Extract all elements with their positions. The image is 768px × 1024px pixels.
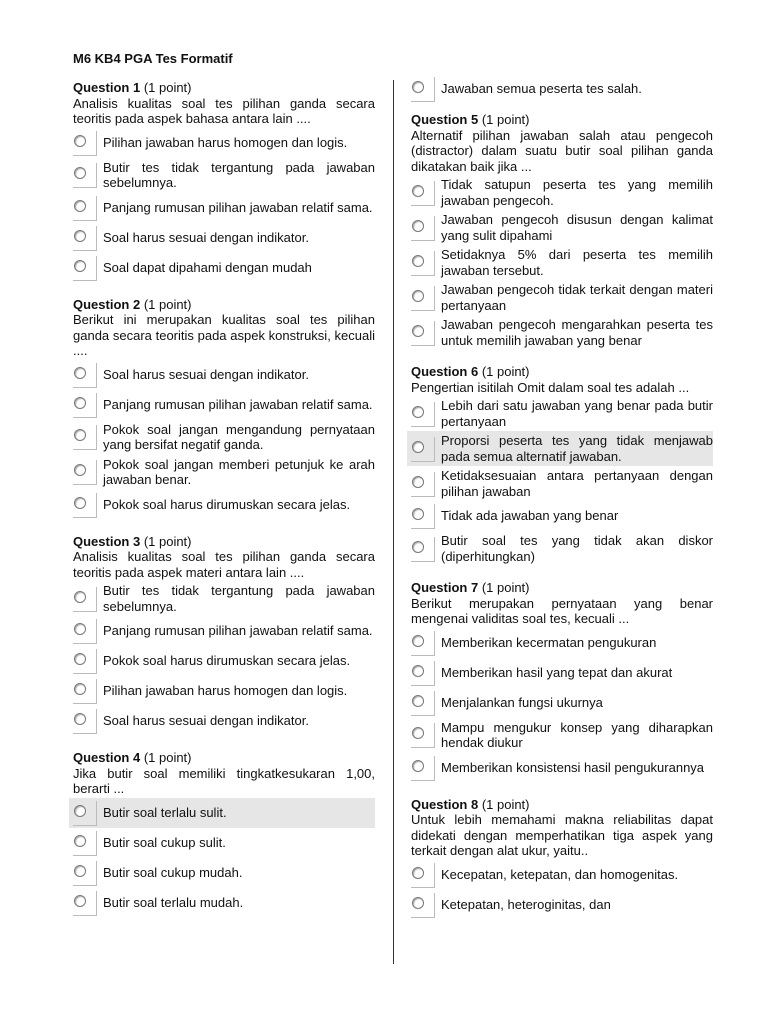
option-label: Jawaban semua peserta tes salah. (441, 81, 642, 97)
radio-border (96, 619, 97, 643)
answer-option[interactable] (409, 466, 713, 501)
question-block (73, 750, 375, 918)
radio-circle-icon (74, 397, 86, 409)
option-label: Butir soal cukup sulit. (103, 834, 226, 850)
radio-border (96, 131, 97, 155)
option-label: Pokok soal jangan mengandung pernyataan yang bersifat negatif ganda. (103, 421, 375, 452)
radio-border (434, 631, 435, 655)
question-points: (1 point) (481, 580, 530, 595)
radio-border (96, 649, 97, 673)
radio-circle-icon (74, 683, 86, 695)
radio-button[interactable] (71, 459, 99, 485)
radio-border (73, 387, 97, 388)
answer-option[interactable] (71, 646, 375, 676)
radio-border (434, 181, 435, 205)
radio-button[interactable] (71, 648, 99, 674)
radio-circle-icon (412, 695, 424, 707)
option-label: Butir tes tidak tergantung pada jawaban sebelumnya. (103, 583, 375, 614)
answer-option[interactable] (409, 753, 713, 783)
radio-button[interactable] (409, 76, 437, 102)
radio-button[interactable] (71, 392, 99, 418)
question-header (73, 297, 375, 313)
option-label: Jawaban pengecoh tidak terkait dengan materi pertanyaan (441, 282, 713, 313)
answer-option[interactable] (71, 360, 375, 390)
option-label: Mampu mengukur konsep yang diharapkan hendak diukur (441, 719, 713, 750)
radio-button[interactable] (71, 618, 99, 644)
option-label: Memberikan konsistensi hasil pengukurannya (441, 759, 705, 775)
option-label: Butir soal tes yang tidak akan diskor (diperhitungkan) (441, 533, 713, 564)
question-header (411, 364, 713, 380)
radio-border (434, 437, 435, 461)
answer-option[interactable] (409, 531, 713, 566)
radio-circle-icon (74, 653, 86, 665)
option-label: Setidaknya 5% dari peserta tes memilih jawaban tersebut. (441, 247, 713, 278)
option-label: Tidak ada jawaban yang benar (441, 508, 619, 524)
question-number: Question 2 (73, 296, 141, 312)
radio-button[interactable] (71, 830, 99, 856)
question-text: Analisis kualitas soal tes pilihan ganda secara teoritis pada aspek bahasa antara lain .... (73, 95, 375, 126)
radio-border (434, 537, 435, 561)
question-points: (1 point) (143, 296, 192, 312)
radio-circle-icon (412, 897, 424, 909)
option-label: Ketepatan, heteroginitas, dan (441, 896, 611, 912)
answer-option[interactable] (71, 158, 375, 193)
radio-border (73, 417, 97, 418)
radio-button[interactable] (71, 424, 99, 450)
question-header (411, 797, 713, 813)
radio-circle-icon (412, 406, 424, 418)
question-number: Question 6 (411, 364, 479, 379)
radio-border (96, 709, 97, 733)
radio-button[interactable] (409, 722, 437, 748)
question-block (73, 80, 375, 283)
radio-button[interactable] (409, 536, 437, 562)
radio-button[interactable] (409, 660, 437, 686)
option-label: Soal harus sesuai dengan indikator. (103, 366, 309, 382)
answer-option[interactable] (409, 628, 713, 658)
radio-circle-icon (74, 230, 86, 242)
answer-option[interactable] (71, 858, 375, 888)
radio-circle-icon (74, 464, 86, 476)
radio-border (434, 251, 435, 275)
question-block (73, 297, 375, 520)
radio-button[interactable] (409, 503, 437, 529)
question-block (411, 364, 713, 566)
radio-border (411, 528, 435, 529)
answer-option[interactable] (71, 581, 375, 616)
radio-circle-icon (412, 476, 424, 488)
question-number: Question 8 (411, 796, 479, 812)
question-block (411, 797, 713, 920)
radio-border (96, 831, 97, 855)
radio-circle-icon (412, 635, 424, 647)
answer-option[interactable] (71, 420, 375, 455)
radio-circle-icon (74, 865, 86, 877)
radio-circle-icon (412, 867, 424, 879)
answer-option[interactable] (71, 455, 375, 490)
question-text: Pengertian isitilah Omit dalam soal tes adalah ... (411, 379, 690, 395)
option-label: Tidak satupun peserta tes yang memilih jawaban pengecoh. (441, 177, 713, 208)
left-column (73, 80, 375, 932)
radio-border (73, 250, 97, 251)
radio-circle-icon (412, 727, 424, 739)
radio-border (73, 484, 97, 485)
radio-circle-icon (74, 895, 86, 907)
radio-border (73, 449, 97, 450)
radio-border (96, 891, 97, 915)
radio-circle-icon (74, 367, 86, 379)
radio-border (96, 393, 97, 417)
question-header (411, 580, 713, 596)
answer-option[interactable] (71, 390, 375, 420)
answer-option[interactable] (71, 223, 375, 253)
question-text: Alternatif pilihan jawaban salah atau pengecoh (distractor) dalam suatu butir soal pilihan ganda dikatakan baik jika ... (411, 127, 713, 174)
option-label: Proporsi peserta tes yang tidak menjawab pada semua alternatif jawaban. (441, 433, 713, 464)
option-label: Kecepatan, ketepatan, dan homogenitas. (441, 866, 679, 882)
answer-option[interactable] (69, 798, 375, 828)
question-header (73, 750, 375, 766)
answer-option[interactable] (71, 193, 375, 223)
radio-circle-icon (74, 260, 86, 272)
radio-button[interactable] (409, 401, 437, 427)
radio-border (96, 196, 97, 220)
radio-border (73, 187, 97, 188)
option-label: Jawaban pengecoh disusun dengan kalimat yang sulit dipahami (441, 212, 713, 243)
radio-border (73, 825, 97, 826)
radio-circle-icon (412, 255, 424, 267)
question-header (73, 534, 375, 550)
radio-border (411, 561, 435, 562)
question-number: Question 4 (73, 750, 141, 765)
radio-border (73, 517, 97, 518)
radio-border (73, 155, 97, 156)
radio-border (434, 863, 435, 887)
radio-border (411, 917, 435, 918)
radio-border (96, 587, 97, 611)
radio-border (411, 461, 435, 462)
radio-border (96, 460, 97, 484)
radio-circle-icon (412, 441, 424, 453)
radio-border (434, 472, 435, 496)
answer-option[interactable] (409, 688, 713, 718)
radio-circle-icon (74, 805, 86, 817)
answer-option[interactable] (409, 890, 713, 920)
radio-border (434, 216, 435, 240)
question-text: Analisis kualitas soal tes pilihan ganda secara teoritis pada aspek materi antara lain .... (73, 549, 375, 580)
radio-border (411, 496, 435, 497)
radio-border (434, 893, 435, 917)
radio-button[interactable] (71, 492, 99, 518)
radio-button[interactable] (409, 436, 437, 462)
radio-border (96, 363, 97, 387)
radio-circle-icon (412, 290, 424, 302)
radio-border (96, 801, 97, 825)
column-divider (393, 80, 394, 964)
radio-button[interactable] (409, 755, 437, 781)
answer-option[interactable] (71, 828, 375, 858)
answer-option[interactable] (409, 501, 713, 531)
radio-circle-icon (74, 835, 86, 847)
answer-option[interactable] (71, 128, 375, 158)
radio-button[interactable] (71, 130, 99, 156)
option-label: Pokok soal harus dirumuskan secara jelas. (103, 496, 351, 512)
option-label: Butir tes tidak tergantung pada jawaban sebelumnya. (103, 159, 375, 190)
option-label: Memberikan kecermatan pengukuran (441, 634, 657, 650)
radio-button[interactable] (409, 690, 437, 716)
radio-border (411, 275, 435, 276)
radio-border (411, 240, 435, 241)
answer-option[interactable] (409, 175, 713, 210)
radio-button[interactable] (409, 320, 437, 346)
radio-circle-icon (74, 497, 86, 509)
radio-border (411, 101, 435, 102)
page-title: M6 KB4 PGA Tes Formatif (73, 51, 233, 66)
answer-option[interactable] (71, 706, 375, 736)
radio-border (73, 885, 97, 886)
radio-circle-icon (412, 81, 424, 93)
radio-button[interactable] (71, 225, 99, 251)
right-column (411, 80, 713, 934)
answer-option[interactable] (71, 676, 375, 706)
radio-border (434, 723, 435, 747)
radio-button[interactable] (71, 890, 99, 916)
radio-circle-icon (74, 167, 86, 179)
question-block (73, 534, 375, 737)
answer-option[interactable] (409, 658, 713, 688)
radio-circle-icon (74, 623, 86, 635)
option-label: Butir soal terlalu sulit. (103, 804, 227, 820)
answer-option[interactable] (71, 888, 375, 918)
option-label: Pokok soal jangan memberi petunjuk ke arah jawaban benar. (103, 456, 375, 487)
question-header (411, 112, 713, 128)
radio-circle-icon (74, 429, 86, 441)
radio-border (434, 661, 435, 685)
radio-button[interactable] (409, 892, 437, 918)
option-label: Panjang rumusan pilihan jawaban relatif sama. (103, 396, 373, 412)
radio-circle-icon (412, 541, 424, 553)
radio-border (73, 611, 97, 612)
radio-button[interactable] (409, 250, 437, 276)
radio-button[interactable] (71, 800, 99, 826)
radio-border (73, 673, 97, 674)
option-label: Soal harus sesuai dengan indikator. (103, 713, 309, 729)
option-label: Menjalankan fungsi ukurnya (441, 694, 603, 710)
radio-border (411, 780, 435, 781)
radio-border (411, 715, 435, 716)
radio-button[interactable] (409, 215, 437, 241)
right-questions (411, 112, 713, 920)
question-number: Question 1 (73, 80, 141, 95)
radio-border (434, 77, 435, 101)
radio-button[interactable] (409, 862, 437, 888)
radio-circle-icon (412, 185, 424, 197)
radio-border (96, 493, 97, 517)
option-label: Butir soal terlalu mudah. (103, 894, 244, 910)
answer-option[interactable] (71, 490, 375, 520)
answer-option[interactable] (409, 245, 713, 280)
radio-button[interactable] (71, 362, 99, 388)
radio-border (73, 643, 97, 644)
radio-button[interactable] (71, 255, 99, 281)
answer-option[interactable] (409, 718, 713, 753)
question-points: (1 point) (481, 364, 530, 379)
radio-circle-icon (412, 760, 424, 772)
option-label: Soal harus sesuai dengan indikator. (103, 229, 309, 245)
question-block (411, 112, 713, 350)
radio-button[interactable] (71, 708, 99, 734)
question-points: (1 point) (481, 796, 530, 812)
radio-button[interactable] (71, 860, 99, 886)
radio-button[interactable] (409, 471, 437, 497)
radio-border (411, 747, 435, 748)
option-label: Panjang rumusan pilihan jawaban relatif sama. (103, 199, 373, 215)
question-number: Question 7 (411, 580, 479, 595)
radio-border (73, 915, 97, 916)
radio-border (96, 256, 97, 280)
radio-border (434, 402, 435, 426)
answer-option[interactable] (71, 616, 375, 646)
radio-button[interactable] (409, 630, 437, 656)
radio-circle-icon (74, 591, 86, 603)
option-label: Lebih dari satu jawaban yang benar pada butir pertanyaan (441, 398, 713, 429)
option-carryover[interactable] (409, 74, 713, 104)
radio-border (96, 425, 97, 449)
radio-circle-icon (412, 325, 424, 337)
radio-border (73, 855, 97, 856)
radio-button[interactable] (71, 195, 99, 221)
radio-circle-icon (412, 220, 424, 232)
radio-circle-icon (74, 200, 86, 212)
radio-border (73, 280, 97, 281)
question-points: (1 point) (143, 80, 192, 95)
option-label: Memberikan hasil yang tepat dan akurat (441, 664, 673, 680)
answer-option[interactable] (71, 253, 375, 283)
radio-border (411, 310, 435, 311)
answer-option[interactable] (409, 860, 713, 890)
answer-option[interactable] (407, 431, 713, 466)
radio-button[interactable] (409, 285, 437, 311)
question-number: Question 3 (73, 533, 141, 549)
radio-border (411, 426, 435, 427)
radio-circle-icon (74, 135, 86, 147)
radio-button[interactable] (71, 162, 99, 188)
answer-option[interactable] (409, 396, 713, 431)
radio-border (434, 321, 435, 345)
answer-option[interactable] (409, 315, 713, 350)
radio-border (434, 504, 435, 528)
radio-circle-icon (412, 665, 424, 677)
radio-border (434, 756, 435, 780)
radio-border (73, 220, 97, 221)
radio-border (411, 655, 435, 656)
radio-circle-icon (412, 508, 424, 520)
radio-border (96, 861, 97, 885)
question-number: Question 5 (411, 112, 479, 127)
question-header (73, 80, 375, 96)
question-points: (1 point) (143, 750, 192, 765)
question-text: Jika butir soal memiliki tingkatkesukaran 1,00, berarti ... (73, 765, 375, 796)
radio-border (73, 733, 97, 734)
radio-border (411, 887, 435, 888)
option-label: Butir soal cukup mudah. (103, 864, 243, 880)
question-text: Berikut merupakan pernyataan yang benar mengenai validitas soal tes, kecuali ... (411, 595, 713, 626)
answer-option[interactable] (409, 210, 713, 245)
option-label: Pokok soal harus dirumuskan secara jelas. (103, 653, 351, 669)
radio-border (96, 226, 97, 250)
radio-border (411, 345, 435, 346)
radio-button[interactable] (71, 586, 99, 612)
radio-border (73, 703, 97, 704)
radio-border (411, 205, 435, 206)
option-label: Pilihan jawaban harus homogen dan logis. (103, 134, 348, 150)
question-text: Berikut ini merupakan kualitas soal tes pilihan ganda secara teoritis pada aspek konstruksi, kecuali .... (73, 312, 375, 358)
question-text: Untuk lebih memahami makna reliabilitas dapat didekati dengan memperhatikan tiga aspek yang terkait dengan alat ukur, yaitu.. (411, 812, 713, 858)
radio-border (434, 691, 435, 715)
radio-circle-icon (74, 713, 86, 725)
radio-border (434, 286, 435, 310)
option-label: Jawaban pengecoh mengarahkan peserta tes untuk memilih jawaban yang benar (441, 317, 713, 348)
option-label: Panjang rumusan pilihan jawaban relatif sama. (103, 623, 373, 639)
question-points: (1 point) (143, 533, 192, 549)
radio-button[interactable] (71, 678, 99, 704)
option-label: Ketidaksesuaian antara pertanyaan dengan pilihan jawaban (441, 468, 713, 499)
answer-option[interactable] (409, 280, 713, 315)
radio-border (96, 679, 97, 703)
question-points: (1 point) (481, 112, 530, 127)
question-block (411, 580, 713, 783)
radio-border (96, 163, 97, 187)
option-label: Pilihan jawaban harus homogen dan logis. (103, 683, 348, 699)
radio-border (411, 685, 435, 686)
option-label: Soal dapat dipahami dengan mudah (103, 259, 312, 275)
radio-button[interactable] (409, 180, 437, 206)
